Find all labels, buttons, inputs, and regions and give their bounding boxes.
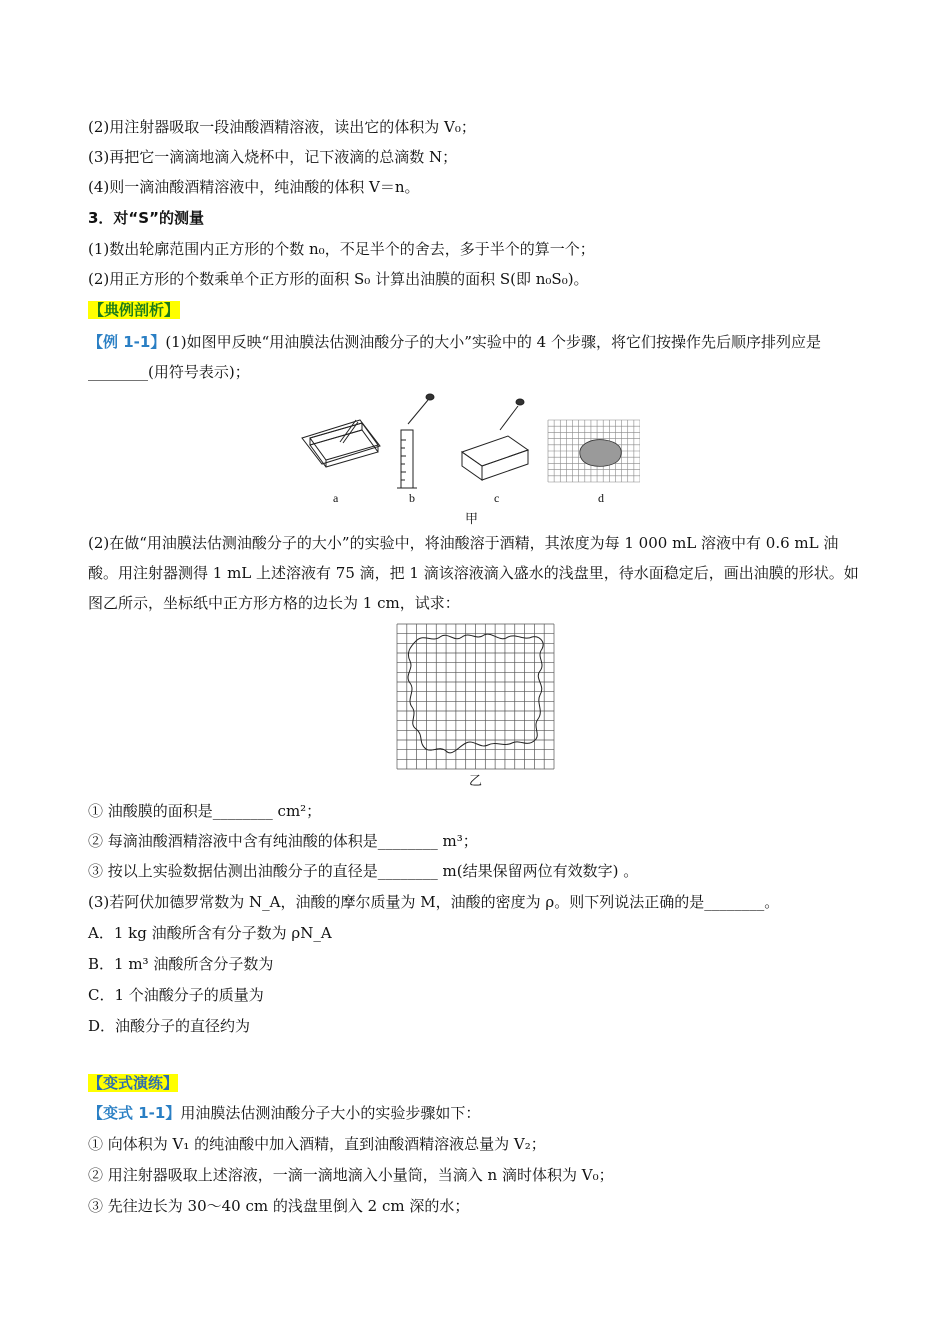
step-3-line: (3)再把它一滴滴地滴入烧杯中，记下液滴的总滴数 N； [88, 148, 458, 166]
sub-question-2: ② 每滴油酸酒精溶液中含有纯油酸的体积是________ m³； [88, 832, 478, 850]
grid-with-film-illustration [548, 420, 640, 482]
example-q3: (3)若阿伏加德罗常数为 N_A，油酸的摩尔质量为 M，油酸的密度为 ρ。则下列说法正确的是________。 [88, 893, 780, 911]
step-2-line: (2)用注射器吸取一段油酸酒精溶液，读出它的体积为 V₀； [88, 118, 476, 136]
fig-label-b: b [409, 491, 415, 505]
sub-question-1: ① 油酸膜的面积是________ cm²； [88, 802, 322, 820]
option-a: A．1 kg 油酸所含有分子数为 ρN_A [88, 924, 332, 942]
variant-section-label: 【变式演练】 [88, 1074, 179, 1092]
variant-step-1: ① 向体积为 V₁ 的纯油酸中加入酒精，直到油酸酒精溶液总量为 V₂； [88, 1135, 546, 1153]
example-q1-text: (1)如图甲反映“用油膜法估测油酸分子的大小”实验中的 4 个步骤，将它们按操作先后顺序排列应是________(用符号表示)； [88, 333, 821, 381]
s-step-2-line: (2)用正方形的个数乘单个正方形的面积 S₀ 计算出油膜的面积 S(即 n₀S₀)。 [88, 270, 589, 288]
figure-jia-caption: 甲 [465, 511, 479, 526]
example-q2: (2)在做“用油膜法估测油酸分子的大小”的实验中，将油酸溶于酒精，其浓度为每 1 000 mL 溶液中有 0.6 mL 油酸。用注射器测得 1 mL 上述溶液有 75 滴，把 1 滴该溶液滴入盛水的浅盘里，待水面稳定后，画出油膜的形状。如图乙所示，坐标纸中正方形方格的边长为 1 cm，试求： [88, 534, 859, 612]
section-label: 【典例剖析】 [89, 301, 180, 319]
example-q1 [88, 327, 863, 387]
variant-intro [88, 1103, 480, 1123]
variant-intro-text: 用油膜法估测油酸分子大小的实验步骤如下： [180, 1104, 481, 1122]
figure-jia [300, 390, 640, 520]
option-b: B．1 m³ 油酸所含分子数为 [88, 955, 274, 973]
shallow-tray-with-dropper-illustration [462, 399, 528, 480]
option-c: C．1 个油酸分子的质量为 [88, 986, 264, 1004]
sub-question-3: ③ 按以上实验数据估测出油酸分子的直径是________ m(结果保留两位有效数字) 。 [88, 862, 639, 880]
step-4-line: (4)则一滴油酸酒精溶液中，纯油酸的体积 V＝n。 [88, 178, 420, 196]
variant-tag: 【变式 1-1】 [88, 1104, 181, 1122]
variant-step-3: ③ 先往边长为 30～40 cm 的浅盘里倒入 2 cm 深的水； [88, 1197, 470, 1215]
section-heading-examples [88, 300, 180, 320]
s-measure-heading: 3．对“S”的测量 [88, 209, 204, 227]
example-tag: 【例 1-1】 [88, 333, 166, 351]
variant-step-2: ② 用注射器吸取上述溶液，一滴一滴地滴入小量筒，当滴入 n 滴时体积为 V₀； [88, 1166, 614, 1184]
fig-label-c: c [494, 491, 500, 505]
cylinder-with-dropper-illustration [397, 394, 434, 488]
fig-label-d: d [598, 491, 604, 505]
fig-label-a: a [333, 491, 339, 505]
s-step-1-line: (1)数出轮廓范围内正方形的个数 n₀，不足半个的舍去，多于半个的算一个； [88, 240, 595, 258]
figure-yi-grid [396, 623, 556, 771]
option-d: D．油酸分子的直径约为 [88, 1017, 251, 1035]
section-heading-variants [88, 1073, 178, 1093]
figure-yi-caption: 乙 [469, 773, 483, 788]
tray-with-pen-illustration [302, 420, 380, 467]
